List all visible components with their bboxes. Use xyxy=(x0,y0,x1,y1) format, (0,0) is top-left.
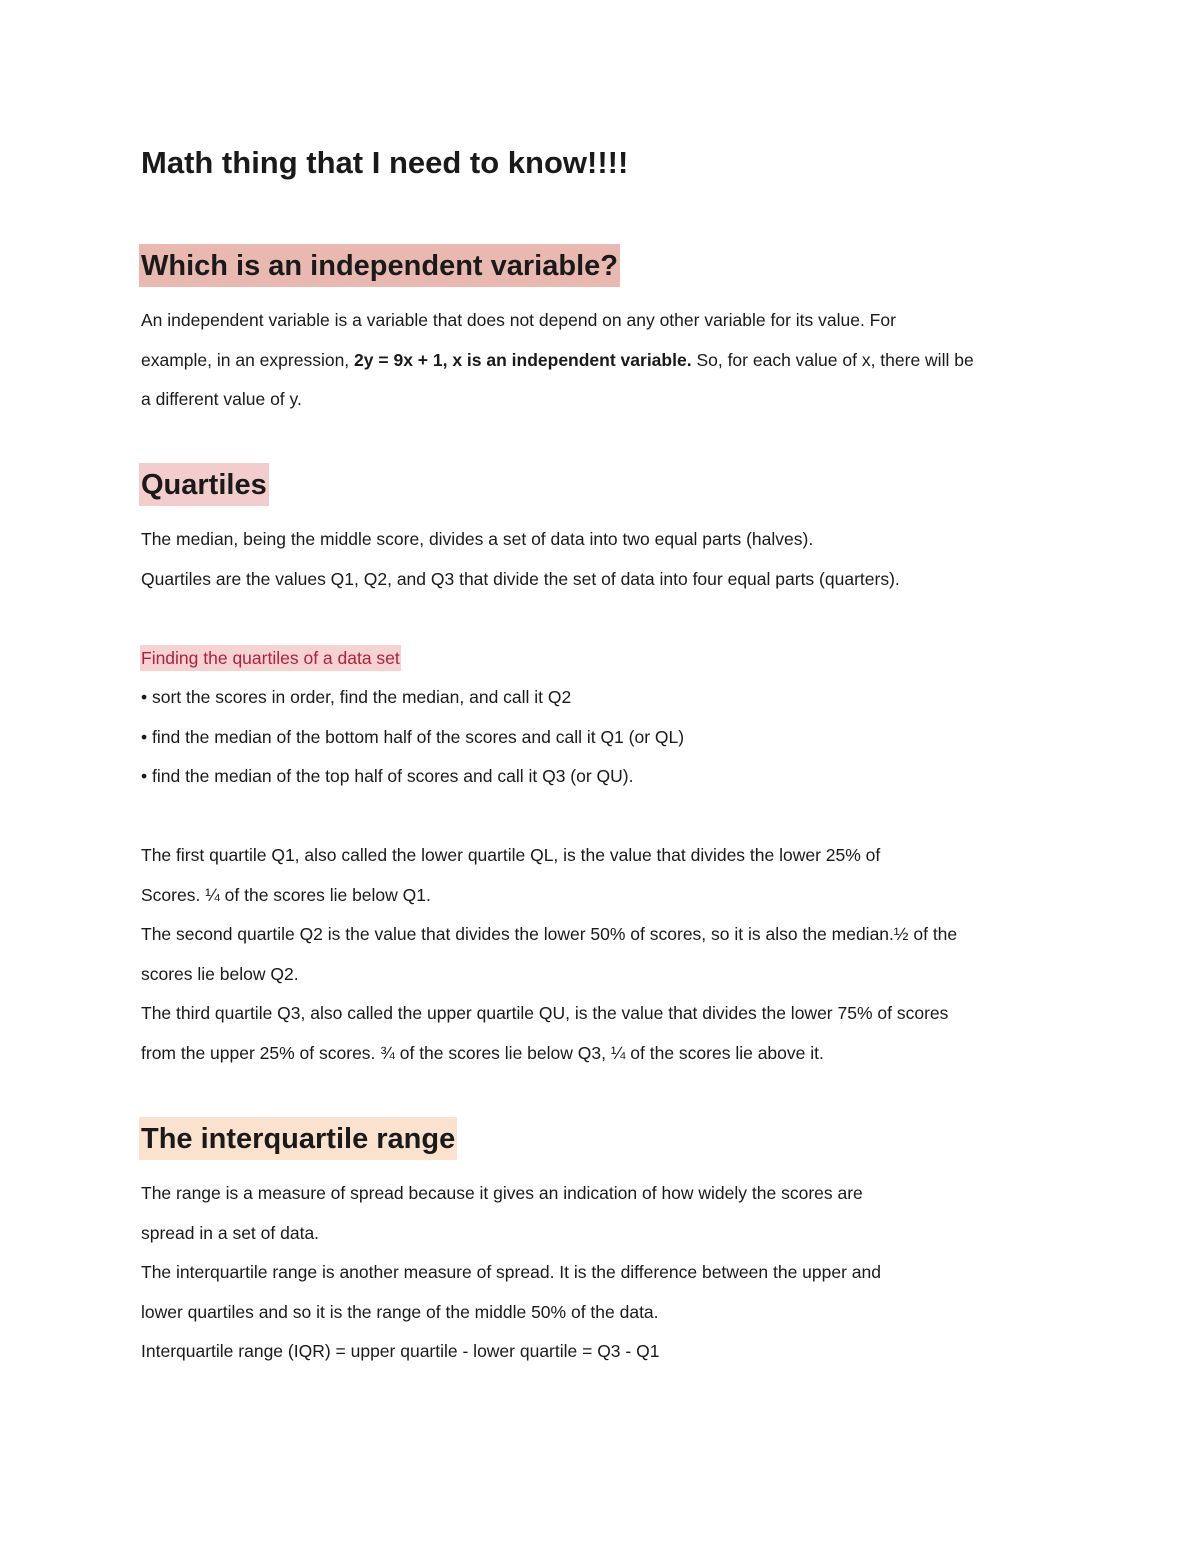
paragraph-line: lower quartiles and so it is the range of the middle 50% of the data. xyxy=(141,1301,659,1322)
iqr-formula: Interquartile range (IQR) = upper quartile - lower quartile = Q3 - Q1 xyxy=(141,1341,660,1361)
example-suffix: So, for each value of x, there will be xyxy=(691,349,974,370)
heading-interquartile-range: The interquartile range xyxy=(139,1117,457,1160)
document-title: Math thing that I need to know!!!! xyxy=(141,145,629,180)
example-prefix: example, in an expression, xyxy=(141,349,355,370)
paragraph-line: The interquartile range is another measure of spread. It is the difference between the upper and xyxy=(141,1262,881,1282)
list-item: • find the median of the top half of scores and call it Q3 (or QU). xyxy=(141,766,634,786)
paragraph-line: The second quartile Q2 is the value that divides the lower 50% of scores, so it is also the median.½ of the xyxy=(141,924,958,944)
paragraph-line-example xyxy=(141,341,974,381)
paragraph-line: Quartiles are the values Q1, Q2, and Q3 that divide the set of data into four equal parts (quarters). xyxy=(141,568,900,589)
list-item: • find the median of the bottom half of the scores and call it Q1 (or QL) xyxy=(141,726,685,747)
heading-independent-variable: Which is an independent variable? xyxy=(139,244,620,287)
paragraph-line: The median, being the middle score, divides a set of data into two equal parts (halves). xyxy=(141,529,814,549)
subheading-finding-quartiles: Finding the quartiles of a data set xyxy=(140,645,401,671)
quartile-steps-list xyxy=(141,678,684,797)
paragraph-line: Scores. ¼ of the scores lie below Q1. xyxy=(141,884,431,905)
quartile-details xyxy=(141,836,957,1073)
list-item: • sort the scores in order, find the median, and call it Q2 xyxy=(141,687,572,707)
interquartile-range-paragraph xyxy=(141,1174,881,1372)
paragraph-line: a different value of y. xyxy=(141,389,302,409)
paragraph-line: An independent variable is a variable that does not depend on any other variable for its value. For xyxy=(141,310,896,330)
quartiles-intro xyxy=(141,520,900,599)
paragraph-line: The third quartile Q3, also called the upper quartile QU, is the value that divides the lower 75% of scores xyxy=(141,1003,949,1023)
paragraph-line: scores lie below Q2. xyxy=(141,963,299,984)
example-equation: 2y = 9x + 1, x is an independent variable. xyxy=(354,349,692,370)
paragraph-line: The first quartile Q1, also called the lower quartile QL, is the value that divides the lower 25% of xyxy=(141,845,881,865)
independent-variable-paragraph xyxy=(141,301,974,420)
heading-quartiles: Quartiles xyxy=(139,463,269,506)
paragraph-line: from the upper 25% of scores. ¾ of the scores lie below Q3, ¼ of the scores lie above it. xyxy=(141,1042,824,1063)
paragraph-line: The range is a measure of spread because it gives an indication of how widely the scores are xyxy=(141,1183,863,1203)
paragraph-line: spread in a set of data. xyxy=(141,1222,320,1243)
